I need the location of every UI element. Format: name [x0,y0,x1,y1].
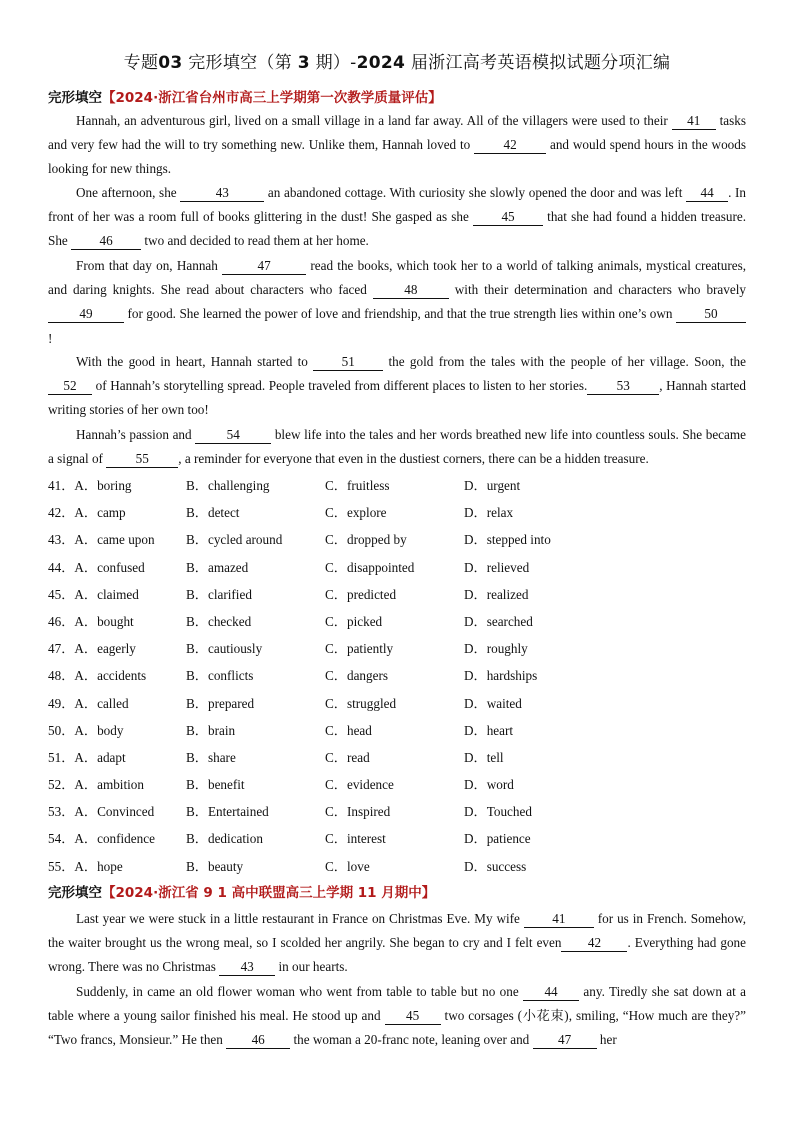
option-d: D．patience [464,831,531,847]
option-c: C．disappointed [325,559,415,575]
option-a [48,608,134,635]
option-a [48,554,145,581]
option-d: D．relax [464,505,514,521]
option-b: B．clarified [186,586,252,602]
question-number: 53． [48,804,75,820]
option-d: D．word [464,777,514,793]
option-row [48,526,746,553]
option-row [48,690,746,717]
option-a-text: A．confused [74,559,145,575]
blank-47: 47 [533,1032,597,1049]
passage-paragraph: With the good in heart, Hannah started to 51 the gold from the tales with the people of her village. Soon, the 52 of Hannah’s storytelling spread. People traveled from different places to listen to her stories. 53 , Hannah started writing stories of her own too! [48,354,746,418]
option-b: B．Entertained [186,804,269,820]
option-c: C．read [325,749,370,765]
question-number: 48． [48,668,75,684]
option-b: B．brain [186,722,236,738]
option-a-text: A．ambition [74,777,144,793]
option-b: B．detect [186,505,240,521]
option-row [48,798,746,825]
blank-54: 54 [195,427,271,444]
option-b: B．conflicts [186,668,254,684]
option-b: B．dedication [186,831,263,847]
option-b: B．share [186,749,236,765]
blank-46: 46 [226,1032,290,1049]
question-number: 46． [48,613,75,629]
option-a-text: A．claimed [74,586,139,602]
question-number: 47． [48,641,75,657]
option-d: D．hardships [464,668,538,684]
option-a [48,472,132,499]
section-heading-2: 完形填空【2024·浙江省 9 1 高中联盟高三上学期 11 月期中】 [48,885,436,901]
option-a [48,853,123,880]
option-d: D．realized [464,586,529,602]
option-row [48,581,746,608]
option-row [48,608,746,635]
question-number: 41． [48,478,75,493]
section-source-1: 【2024·浙江省台州市高三上学期第一次教学质量评估】 [102,90,442,106]
option-a [48,717,123,744]
option-a-text: A．called [74,695,129,711]
blank-42: 42 [474,137,546,154]
option-row [48,825,746,852]
blank-55: 55 [106,451,178,468]
question-number: 52． [48,777,75,793]
option-c: C．Inspired [325,804,391,820]
option-row [48,554,746,581]
blank-50: 50 [676,306,746,323]
option-c: C．picked [325,613,383,629]
option-d: D．Touched [464,804,532,820]
option-a [48,499,126,526]
option-d: D．urgent [464,478,521,493]
question-number: 42． [48,505,75,521]
option-row [48,771,746,798]
question-number: 43． [48,532,75,548]
option-a [48,771,144,798]
option-row [48,499,746,526]
option-d: D．tell [464,749,504,765]
document-title: 专题03 完形填空（第 3 期）-2024 届浙江高考英语模拟试题分项汇编 [123,53,671,73]
option-a-text: A．eagerly [74,641,136,657]
option-c: C．head [325,722,372,738]
blank-42: 42 [561,935,627,952]
passage-paragraph: From that day on, Hannah 47 read the books, which took her to a world of talking animals, mystical creatures, and daring knights. She read about characters who faced 48 with their determination and characters who bravely 49 for good. She learned the power of love and friendship, and that the true strength lies within one’s own 50! [48,258,746,346]
blank-49: 49 [48,306,124,323]
option-c: C．interest [325,831,386,847]
option-d: D．waited [464,695,522,711]
option-a-text: A．hope [74,858,123,874]
passage-paragraph: One afternoon, she 43 an abandoned cottage. With curiosity she slowly opened the door and was left 44 . In front of her was a room full of books glittering in the dust! She gasped as she 45 that she had found a hidden treasure. She 46 two and decided to read them at her home. [48,185,746,249]
question-number: 55． [48,858,75,874]
option-row [48,635,746,662]
blank-43: 43 [219,959,275,976]
option-a [48,825,155,852]
option-row [48,717,746,744]
option-d: D．heart [464,722,514,738]
blank-41: 41 [524,911,594,928]
option-row [48,744,746,771]
blank-44: 44 [523,984,579,1001]
option-d: D．success [464,858,527,874]
passage-paragraph: Hannah, an adventurous girl, lived on a small village in a land far away. All of the villagers were used to their 41 tasks and very few had the will to try something new. Unlike them, Hannah loved to 42 and would spend hours in the woods looking for new things. [48,113,747,177]
question-number: 51． [48,749,75,765]
option-b: B．beauty [186,858,244,874]
blank-45: 45 [385,1008,441,1025]
option-a [48,526,155,553]
question-number: 50． [48,722,75,738]
passage-paragraph: Hannah’s passion and 54 blew life into the tales and her words breathed new life into countless souls. She became a signal of 55 , a reminder for everyone that even in the dustiest corners, there can be a hidden treasure. [48,427,746,467]
option-a-text: A．boring [74,478,132,493]
option-c: C．predicted [325,586,397,602]
option-c: C．evidence [325,777,394,793]
option-a-text: A．accidents [74,668,147,684]
option-c: C．fruitless [325,478,390,493]
blank-41: 41 [672,113,716,130]
option-b: B．challenging [186,478,270,493]
blank-43: 43 [180,185,264,202]
option-d: D．relieved [464,559,530,575]
option-a [48,662,146,689]
option-a-text: A．bought [74,613,134,629]
blank-44: 44 [686,185,728,202]
option-a [48,635,136,662]
question-number: 49． [48,695,75,711]
blank-48: 48 [373,282,449,299]
option-a-text: A．Convinced [74,804,155,820]
passage-paragraph: Suddenly, in came an old flower woman who went from table to table but no one 44 any. Tiredly she sat down at a table where a young sailor finished his meal. He stood up and 45 two corsages (小花束), smiling, “How much are they?” “Two francs, Monsieur.” He then 46 the woman a 20-franc note, leaning over and 47 her [48,984,747,1048]
option-b: B．amazed [186,559,249,575]
option-c: C．patiently [325,641,394,657]
option-row [48,472,746,499]
option-c: C．dropped by [325,532,407,548]
options-list [48,472,746,880]
blank-46: 46 [71,233,141,250]
option-a [48,581,139,608]
blank-51: 51 [313,354,383,371]
option-c: C．love [325,858,370,874]
blank-53: 53 [587,378,659,395]
option-a-text: A．confidence [74,831,155,847]
blank-52: 52 [48,378,92,395]
option-c: C．dangers [325,668,388,684]
option-a-text: A．camp [74,505,126,521]
question-number: 45． [48,586,75,602]
option-a-text: A．adapt [74,749,126,765]
section-source-2: 【2024·浙江省 9 1 高中联盟高三上学期 11 月期中】 [102,885,436,901]
option-b: B．checked [186,613,252,629]
question-number: 44． [48,559,75,575]
option-a [48,744,126,771]
option-b: B．benefit [186,777,245,793]
option-a [48,798,154,825]
option-b: B．cautiously [186,641,263,657]
section-heading-1: 完形填空【2024·浙江省台州市高三上学期第一次教学质量评估】 [48,90,442,106]
option-a-text: A．body [74,722,124,738]
option-a-text: A．came upon [74,532,155,548]
blank-47: 47 [222,258,306,275]
option-c: C．struggled [325,695,397,711]
option-b: B．cycled around [186,532,283,548]
option-d: D．roughly [464,641,528,657]
blank-45: 45 [473,209,543,226]
option-row [48,853,746,880]
option-d: D．stepped into [464,532,551,548]
option-d: D．searched [464,613,533,629]
passage-paragraph: Last year we were stuck in a little restaurant in France on Christmas Eve. My wife 41 for us in French. Somehow, the waiter brought us the wrong meal, so I scolded her angrily. She began to cry and I felt even 42 . Everything had gone wrong. There was no Christmas 43 in our hearts. [48,911,746,975]
option-a [48,690,129,717]
option-c: C．explore [325,505,387,521]
option-row [48,662,746,689]
question-number: 54． [48,831,75,847]
option-b: B．prepared [186,695,255,711]
